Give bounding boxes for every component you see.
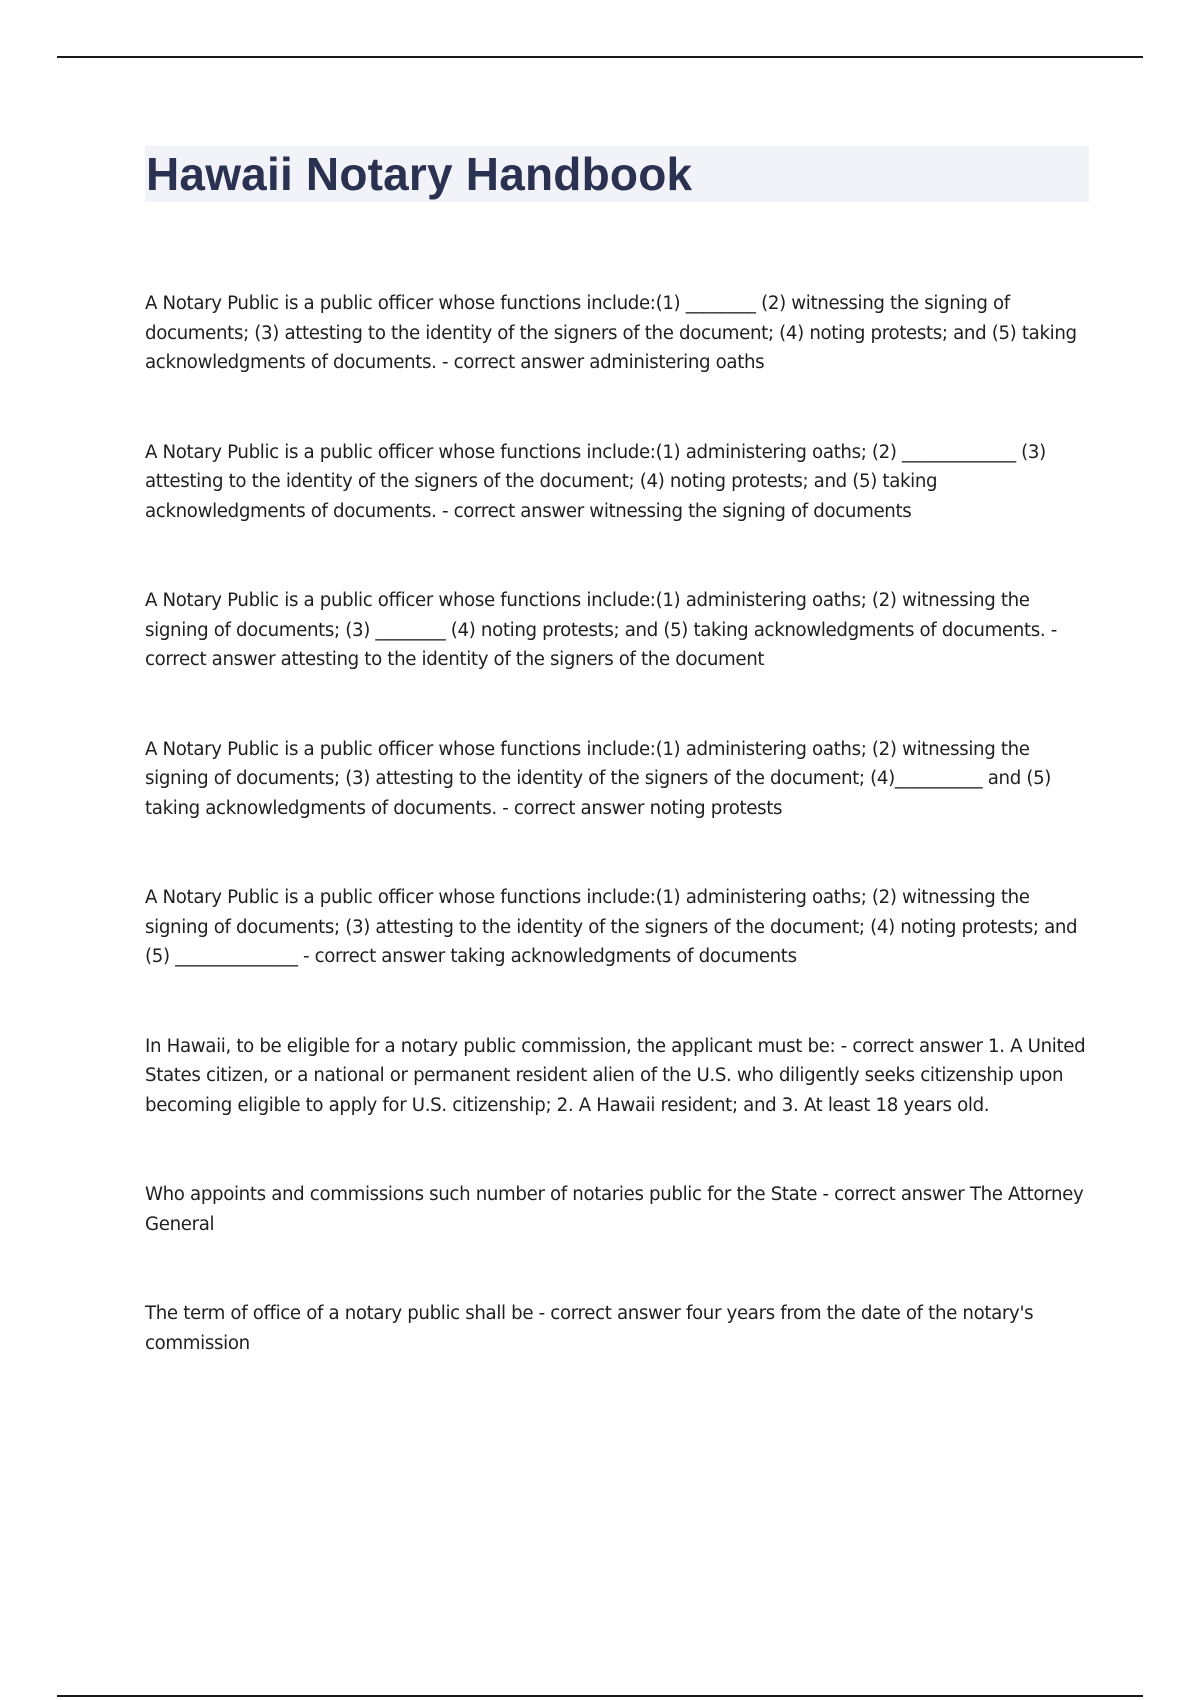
qa-list: [145, 289, 1090, 1418]
qa-item: A Notary Public is a public officer whose functions include:(1) administering oaths; (2) witnessing the signing of documents; (3) attesting to the identity of the signers of the document; (4)__________ and (5) taking acknowledgments of documents. - correct answer noting protests: [145, 738, 1052, 819]
qa-item: A Notary Public is a public officer whose functions include:(1) ________ (2) witnessing the signing of documents; (3) attesting to the identity of the signers of the document; (4) noting protests; and (5) taking acknowledgments of documents. - correct answer administering oaths: [145, 293, 1077, 373]
top-divider: [57, 56, 1143, 58]
qa-item: Who appoints and commissions such number of notaries public for the State - correct answer The Attorney General: [145, 1184, 1084, 1235]
page-title: Hawaii Notary Handbook: [146, 148, 693, 200]
qa-item: The term of office of a notary public shall be - correct answer four years from the date of the notary's commission: [145, 1303, 1034, 1354]
qa-item: A Notary Public is a public officer whose functions include:(1) administering oaths; (2) witnessing the signing of documents; (3) ________ (4) noting protests; and (5) taking acknowledgments of documents. - correct answer attesting to the identity of the signers of the document: [145, 590, 1057, 670]
qa-item: A Notary Public is a public officer whose functions include:(1) administering oaths; (2) witnessing the signing of documents; (3) attesting to the identity of the signers of the document; (4) noting protests; and (5) ______________ - correct answer taking acknowledgments of documents: [145, 887, 1078, 967]
bottom-divider: [57, 1695, 1143, 1697]
qa-item: A Notary Public is a public officer whose functions include:(1) administering oaths; (2) _____________ (3) attesting to the identity of the signers of the document; (4) noting protests; and (5) taking acknowledgments of documents. - correct answer witnessing the signing of documents: [145, 441, 1046, 522]
qa-item: In Hawaii, to be eligible for a notary public commission, the applicant must be: - correct answer 1. A United States citizen, or a national or permanent resident alien of the U.S. who diligently seeks citizenship upon becoming eligible to apply for U.S. citizenship; 2. A Hawaii resident; and 3. At least 18 years old.: [145, 1035, 1086, 1116]
